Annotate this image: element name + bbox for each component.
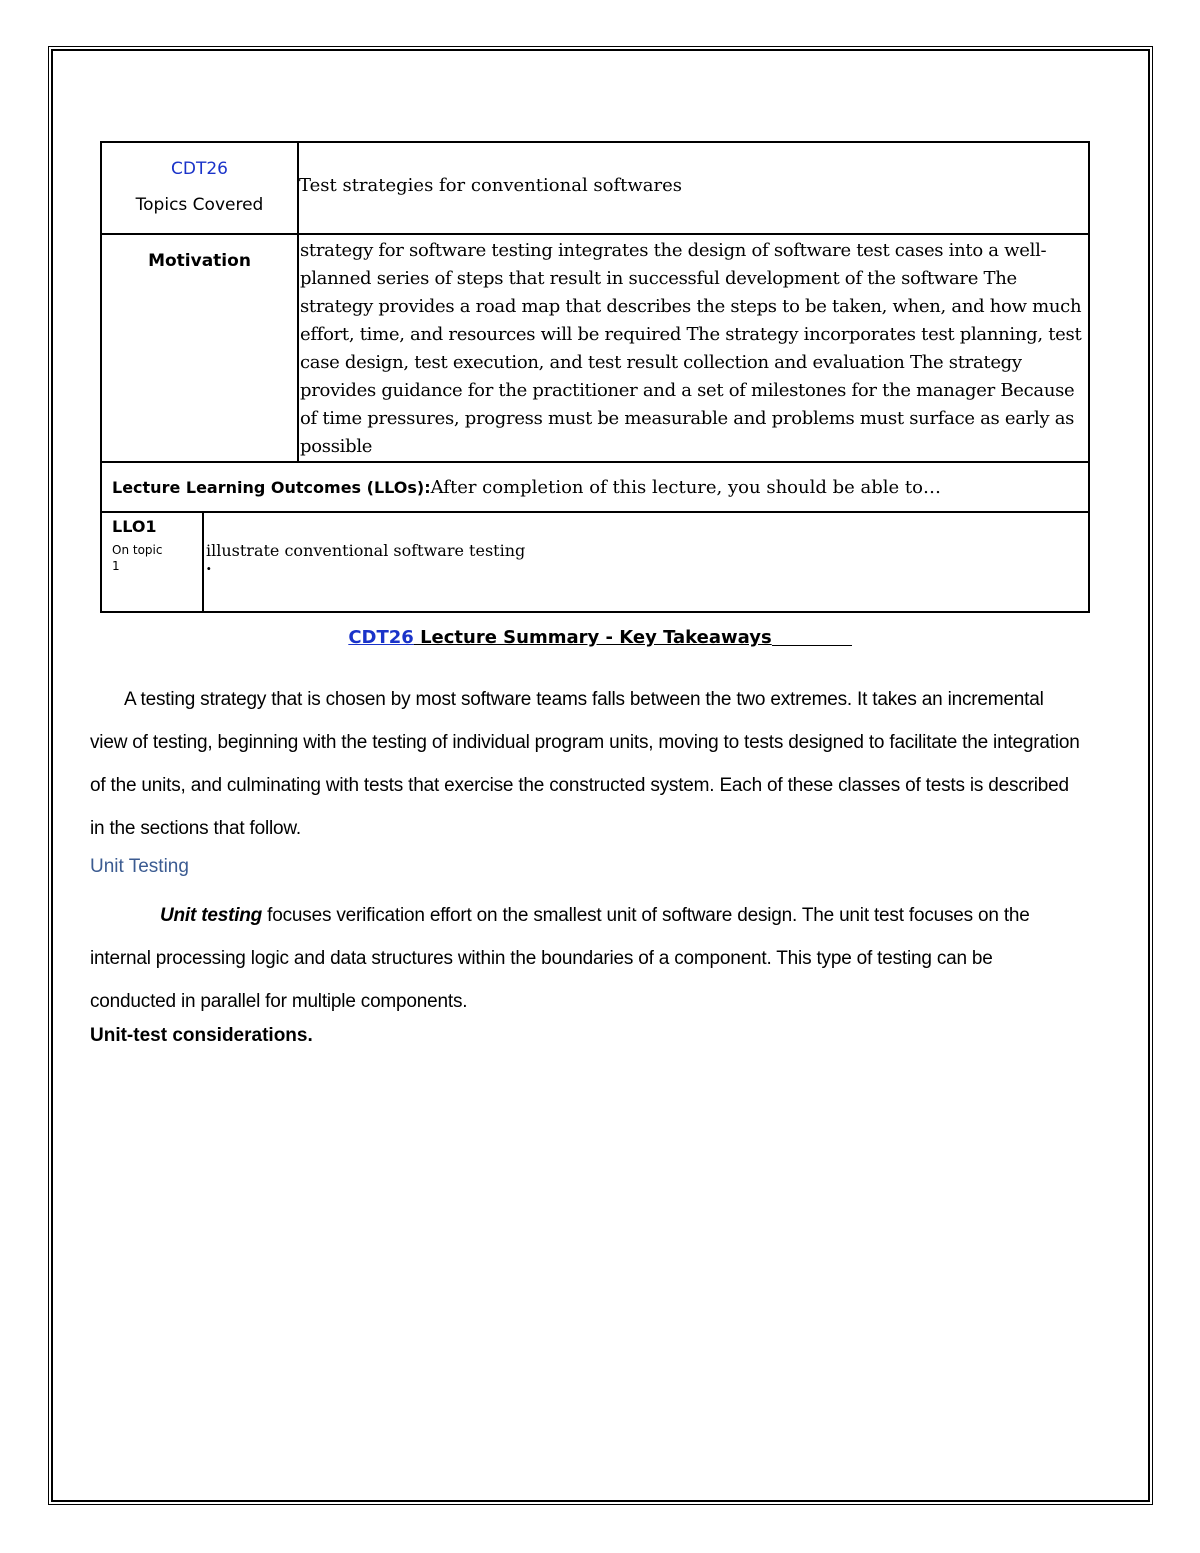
unit-testing-paragraph xyxy=(90,894,1080,1023)
unit-testing-text: focuses verification effort on the smallest unit of software design. The unit test focuses on the internal processing logic and data structures within the boundaries of a component. This type of testing can be conducted in parallel for multiple components. xyxy=(90,905,1030,1012)
motivation-label-cell xyxy=(101,234,298,462)
llo-row xyxy=(101,512,1089,612)
topic-value: Test strategies for conventional softwares xyxy=(298,142,1089,234)
topics-covered-label: Topics Covered xyxy=(135,195,264,215)
llo-header-row xyxy=(101,462,1089,512)
heading-underline xyxy=(772,627,852,646)
llo-description-cell xyxy=(203,513,1088,611)
llo-row-cell xyxy=(101,512,1089,612)
llo-header-label: Lecture Learning Outcomes (LLOs): xyxy=(112,478,431,497)
motivation-row xyxy=(101,234,1089,462)
llo-id-cell xyxy=(102,513,203,611)
llo-topic: On topic 1 xyxy=(112,543,163,573)
summary-heading-text: Lecture Summary - Key Takeaways xyxy=(413,627,772,648)
motivation-label: Motivation xyxy=(148,251,251,271)
llo-id: LLO1 xyxy=(112,517,157,536)
topic-label-cell xyxy=(101,142,298,234)
summary-heading xyxy=(0,627,1200,648)
motivation-text: strategy for software testing integrates the design of software test cases into a well-planned series of steps that result in successful development of the software The strategy provides a road map that describes the steps to be taken, when, and how much effort, time, and resources will be required The strategy incorporates test planning, test case design, test execution, and test result collection and evaluation The strategy provides guidance for the practitioner and a set of milestones for the manager Because of time pressures, progress must be measurable and problems must surface as early as possible xyxy=(298,234,1089,462)
summary-paragraph-1: A testing strategy that is chosen by most software teams falls between the two extremes. It takes an incremental view of testing, beginning with the testing of individual program units, moving to tests designed to facilitate the integration of the units, and culminating with tests that exercise the constructed system. Each of these classes of tests is described in the sections that follow. xyxy=(90,689,1080,839)
unit-testing-term: Unit testing xyxy=(160,905,263,926)
course-code: CDT26 xyxy=(171,159,228,179)
unit-testing-heading: Unit Testing xyxy=(90,856,189,877)
summary-code-link[interactable]: CDT26 xyxy=(348,627,414,648)
unit-test-considerations: Unit-test considerations. xyxy=(90,1025,313,1046)
llo-header xyxy=(101,462,1089,512)
llo-bullet: . xyxy=(206,555,212,574)
topic-row xyxy=(101,142,1089,234)
lecture-info-table xyxy=(100,141,1090,613)
llo-header-text: After completion of this lecture, you should be able to… xyxy=(430,477,941,498)
llo-description: illustrate conventional software testing xyxy=(206,541,526,560)
llo-inner-table xyxy=(102,513,1088,611)
